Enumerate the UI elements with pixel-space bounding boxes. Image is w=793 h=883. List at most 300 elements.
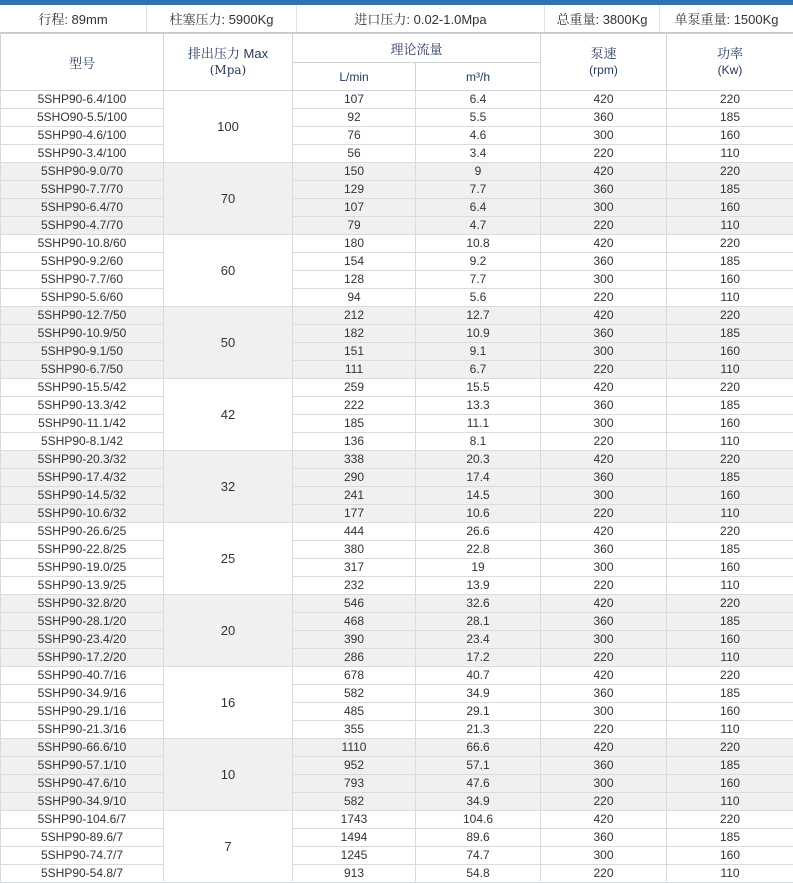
flow-lmin-cell: 128 — [293, 271, 416, 289]
model-cell: 5SHP90-89.6/7 — [1, 829, 164, 847]
table-row — [1, 559, 793, 577]
table-row — [1, 163, 793, 181]
flow-lmin-cell: 241 — [293, 487, 416, 505]
table-row — [1, 235, 793, 253]
table-row — [1, 469, 793, 487]
flow-lmin-cell: 111 — [293, 361, 416, 379]
flow-m3h-cell: 29.1 — [416, 703, 541, 721]
flow-lmin-cell: 232 — [293, 577, 416, 595]
discharge-pressure-cell: 60 — [164, 235, 293, 307]
model-cell: 5SHP90-47.6/10 — [1, 775, 164, 793]
flow-m3h-cell: 17.4 — [416, 469, 541, 487]
pump-spec-table — [0, 33, 793, 883]
model-cell: 5SHP90-22.8/25 — [1, 541, 164, 559]
pump-speed-cell: 300 — [541, 631, 667, 649]
flow-m3h-cell: 6.4 — [416, 199, 541, 217]
power-cell: 110 — [667, 577, 793, 595]
flow-m3h-cell: 6.4 — [416, 91, 541, 109]
info-total-weight — [545, 5, 660, 32]
power-cell: 160 — [667, 847, 793, 865]
model-cell: 5SHP90-104.6/7 — [1, 811, 164, 829]
pump-speed-cell: 300 — [541, 271, 667, 289]
power-cell: 185 — [667, 685, 793, 703]
flow-lmin-cell: 182 — [293, 325, 416, 343]
flow-lmin-cell: 107 — [293, 199, 416, 217]
flow-lmin-cell: 56 — [293, 145, 416, 163]
power-cell: 185 — [667, 613, 793, 631]
info-single-pump-weight — [660, 5, 793, 32]
model-cell: 5SHP90-23.4/20 — [1, 631, 164, 649]
pump-speed-cell: 220 — [541, 793, 667, 811]
pump-speed-cell: 220 — [541, 361, 667, 379]
table-row — [1, 145, 793, 163]
flow-lmin-cell: 582 — [293, 685, 416, 703]
flow-m3h-cell: 34.9 — [416, 793, 541, 811]
flow-m3h-cell: 9 — [416, 163, 541, 181]
flow-m3h-cell: 8.1 — [416, 433, 541, 451]
pump-speed-cell: 300 — [541, 343, 667, 361]
table-row — [1, 253, 793, 271]
pump-speed-cell: 220 — [541, 577, 667, 595]
flow-lmin-cell: 913 — [293, 865, 416, 883]
pump-speed-cell: 360 — [541, 469, 667, 487]
table-row — [1, 325, 793, 343]
table-row — [1, 361, 793, 379]
pump-speed-cell: 360 — [541, 181, 667, 199]
pump-speed-cell: 300 — [541, 847, 667, 865]
model-cell: 5SHP90-8.1/42 — [1, 433, 164, 451]
table-row — [1, 847, 793, 865]
power-cell: 220 — [667, 163, 793, 181]
pump-speed-cell: 360 — [541, 757, 667, 775]
power-cell: 185 — [667, 253, 793, 271]
discharge-pressure-cell: 32 — [164, 451, 293, 523]
power-cell: 185 — [667, 397, 793, 415]
model-cell: 5SHP90-5.6/60 — [1, 289, 164, 307]
flow-m3h-cell: 4.6 — [416, 127, 541, 145]
flow-m3h-cell: 40.7 — [416, 667, 541, 685]
pump-speed-cell: 220 — [541, 145, 667, 163]
flow-lmin-cell: 390 — [293, 631, 416, 649]
model-cell: 5SHP90-7.7/70 — [1, 181, 164, 199]
model-cell: 5SHP90-12.7/50 — [1, 307, 164, 325]
table-row — [1, 523, 793, 541]
flow-lmin-cell: 79 — [293, 217, 416, 235]
model-cell: 5SHP90-3.4/100 — [1, 145, 164, 163]
info-inlet-pressure-text: 进口压力: 0.02-1.0Mpa — [354, 9, 486, 28]
info-plunger-force-text: 柱塞压力: 5900Kg — [169, 9, 273, 28]
header-power-line1: 功率 — [667, 46, 793, 62]
model-cell: 5SHP90-6.4/70 — [1, 199, 164, 217]
power-cell: 220 — [667, 91, 793, 109]
pump-speed-cell: 300 — [541, 199, 667, 217]
pump-speed-cell: 220 — [541, 217, 667, 235]
table-row — [1, 811, 793, 829]
flow-lmin-cell: 1110 — [293, 739, 416, 757]
power-cell: 185 — [667, 325, 793, 343]
power-cell: 160 — [667, 487, 793, 505]
table-row — [1, 397, 793, 415]
flow-lmin-cell: 952 — [293, 757, 416, 775]
flow-m3h-cell: 23.4 — [416, 631, 541, 649]
power-cell: 160 — [667, 631, 793, 649]
power-cell: 220 — [667, 811, 793, 829]
model-cell: 5SHP90-10.6/32 — [1, 505, 164, 523]
header-model: 型号 — [1, 34, 164, 91]
flow-m3h-cell: 7.7 — [416, 181, 541, 199]
power-cell: 185 — [667, 541, 793, 559]
header-pump-speed-line1: 泵速 — [541, 46, 666, 62]
flow-lmin-cell: 546 — [293, 595, 416, 613]
flow-lmin-cell: 290 — [293, 469, 416, 487]
flow-lmin-cell: 222 — [293, 397, 416, 415]
model-cell: 5SHP90-17.2/20 — [1, 649, 164, 667]
power-cell: 220 — [667, 379, 793, 397]
flow-m3h-cell: 5.6 — [416, 289, 541, 307]
flow-lmin-cell: 678 — [293, 667, 416, 685]
power-cell: 110 — [667, 649, 793, 667]
flow-lmin-cell: 468 — [293, 613, 416, 631]
model-cell: 5SHP90-57.1/10 — [1, 757, 164, 775]
pump-speed-cell: 220 — [541, 865, 667, 883]
flow-m3h-cell: 34.9 — [416, 685, 541, 703]
flow-m3h-cell: 47.6 — [416, 775, 541, 793]
discharge-pressure-cell: 20 — [164, 595, 293, 667]
header-flow-m3h: m³/h — [416, 63, 541, 91]
flow-lmin-cell: 1494 — [293, 829, 416, 847]
table-row — [1, 829, 793, 847]
power-cell: 160 — [667, 559, 793, 577]
pump-speed-cell: 420 — [541, 667, 667, 685]
pump-speed-cell: 420 — [541, 235, 667, 253]
model-cell: 5SHP90-20.3/32 — [1, 451, 164, 469]
flow-m3h-cell: 19 — [416, 559, 541, 577]
power-cell: 220 — [667, 667, 793, 685]
flow-m3h-cell: 7.7 — [416, 271, 541, 289]
power-cell: 110 — [667, 289, 793, 307]
table-row — [1, 217, 793, 235]
power-cell: 185 — [667, 109, 793, 127]
model-cell: 5SHP90-32.8/20 — [1, 595, 164, 613]
spec-info-bar — [0, 5, 793, 33]
header-discharge-pressure-unit: (Mpa) — [164, 62, 292, 78]
table-row — [1, 199, 793, 217]
flow-m3h-cell: 89.6 — [416, 829, 541, 847]
model-cell: 5SHP90-21.3/16 — [1, 721, 164, 739]
flow-lmin-cell: 180 — [293, 235, 416, 253]
model-cell: 5SHP90-13.9/25 — [1, 577, 164, 595]
power-cell: 220 — [667, 595, 793, 613]
flow-lmin-cell: 582 — [293, 793, 416, 811]
model-cell: 5SHO90-5.5/100 — [1, 109, 164, 127]
power-cell: 110 — [667, 145, 793, 163]
power-cell: 220 — [667, 523, 793, 541]
table-row — [1, 109, 793, 127]
flow-lmin-cell: 485 — [293, 703, 416, 721]
table-row — [1, 271, 793, 289]
table-row — [1, 505, 793, 523]
flow-m3h-cell: 20.3 — [416, 451, 541, 469]
power-cell: 220 — [667, 739, 793, 757]
model-cell: 5SHP90-26.6/25 — [1, 523, 164, 541]
power-cell: 185 — [667, 181, 793, 199]
power-cell: 160 — [667, 127, 793, 145]
flow-lmin-cell: 793 — [293, 775, 416, 793]
model-cell: 5SHP90-34.9/10 — [1, 793, 164, 811]
flow-m3h-cell: 11.1 — [416, 415, 541, 433]
power-cell: 110 — [667, 361, 793, 379]
table-row — [1, 667, 793, 685]
power-cell: 160 — [667, 343, 793, 361]
model-cell: 5SHP90-10.9/50 — [1, 325, 164, 343]
flow-m3h-cell: 17.2 — [416, 649, 541, 667]
pump-speed-cell: 420 — [541, 811, 667, 829]
flow-m3h-cell: 13.3 — [416, 397, 541, 415]
power-cell: 160 — [667, 415, 793, 433]
pump-speed-cell: 220 — [541, 721, 667, 739]
pump-speed-cell: 300 — [541, 487, 667, 505]
info-stroke-text: 行程: 89mm — [38, 9, 107, 28]
pump-speed-cell: 360 — [541, 325, 667, 343]
flow-m3h-cell: 74.7 — [416, 847, 541, 865]
power-cell: 110 — [667, 217, 793, 235]
power-cell: 220 — [667, 451, 793, 469]
pump-speed-cell: 420 — [541, 523, 667, 541]
flow-lmin-cell: 107 — [293, 91, 416, 109]
flow-lmin-cell: 259 — [293, 379, 416, 397]
pump-speed-cell: 360 — [541, 829, 667, 847]
info-inlet-pressure — [297, 5, 545, 32]
power-cell: 160 — [667, 775, 793, 793]
header-flow-lmin: L/min — [293, 63, 416, 91]
header-discharge-pressure — [164, 34, 293, 91]
discharge-pressure-cell: 70 — [164, 163, 293, 235]
pump-speed-cell: 420 — [541, 163, 667, 181]
table-row — [1, 703, 793, 721]
flow-m3h-cell: 66.6 — [416, 739, 541, 757]
pump-speed-cell: 300 — [541, 775, 667, 793]
flow-m3h-cell: 15.5 — [416, 379, 541, 397]
discharge-pressure-cell: 25 — [164, 523, 293, 595]
flow-lmin-cell: 380 — [293, 541, 416, 559]
flow-m3h-cell: 5.5 — [416, 109, 541, 127]
table-row — [1, 721, 793, 739]
pump-speed-cell: 360 — [541, 253, 667, 271]
header-power — [667, 34, 793, 91]
flow-lmin-cell: 151 — [293, 343, 416, 361]
model-cell: 5SHP90-34.9/16 — [1, 685, 164, 703]
discharge-pressure-cell: 42 — [164, 379, 293, 451]
power-cell: 220 — [667, 235, 793, 253]
model-cell: 5SHP90-54.8/7 — [1, 865, 164, 883]
pump-speed-cell: 360 — [541, 397, 667, 415]
power-cell: 110 — [667, 865, 793, 883]
pump-speed-cell: 300 — [541, 415, 667, 433]
pump-speed-cell: 300 — [541, 559, 667, 577]
flow-m3h-cell: 26.6 — [416, 523, 541, 541]
discharge-pressure-cell: 7 — [164, 811, 293, 883]
model-cell: 5SHP90-40.7/16 — [1, 667, 164, 685]
flow-lmin-cell: 338 — [293, 451, 416, 469]
flow-m3h-cell: 9.2 — [416, 253, 541, 271]
model-cell: 5SHP90-17.4/32 — [1, 469, 164, 487]
header-power-unit: (Kw) — [667, 62, 793, 78]
pump-speed-cell: 300 — [541, 703, 667, 721]
table-row — [1, 433, 793, 451]
flow-lmin-cell: 212 — [293, 307, 416, 325]
power-cell: 160 — [667, 271, 793, 289]
pump-speed-cell: 420 — [541, 379, 667, 397]
discharge-pressure-cell: 100 — [164, 91, 293, 163]
model-cell: 5SHP90-9.2/60 — [1, 253, 164, 271]
flow-m3h-cell: 21.3 — [416, 721, 541, 739]
flow-lmin-cell: 150 — [293, 163, 416, 181]
model-cell: 5SHP90-13.3/42 — [1, 397, 164, 415]
pump-speed-cell: 220 — [541, 289, 667, 307]
pump-speed-cell: 360 — [541, 685, 667, 703]
model-cell: 5SHP90-28.1/20 — [1, 613, 164, 631]
model-cell: 5SHP90-66.6/10 — [1, 739, 164, 757]
model-cell: 5SHP90-4.6/100 — [1, 127, 164, 145]
discharge-pressure-cell: 50 — [164, 307, 293, 379]
pump-speed-cell: 360 — [541, 613, 667, 631]
flow-m3h-cell: 54.8 — [416, 865, 541, 883]
model-cell: 5SHP90-9.0/70 — [1, 163, 164, 181]
pump-speed-cell: 420 — [541, 307, 667, 325]
table-row — [1, 757, 793, 775]
table-row — [1, 685, 793, 703]
flow-lmin-cell: 1743 — [293, 811, 416, 829]
flow-lmin-cell: 129 — [293, 181, 416, 199]
flow-lmin-cell: 355 — [293, 721, 416, 739]
pump-speed-cell: 300 — [541, 127, 667, 145]
table-row — [1, 631, 793, 649]
flow-m3h-cell: 57.1 — [416, 757, 541, 775]
flow-m3h-cell: 14.5 — [416, 487, 541, 505]
table-row — [1, 487, 793, 505]
table-row — [1, 793, 793, 811]
table-row — [1, 451, 793, 469]
flow-lmin-cell: 154 — [293, 253, 416, 271]
flow-lmin-cell: 94 — [293, 289, 416, 307]
model-cell: 5SHP90-74.7/7 — [1, 847, 164, 865]
model-cell: 5SHP90-4.7/70 — [1, 217, 164, 235]
flow-lmin-cell: 76 — [293, 127, 416, 145]
table-row — [1, 307, 793, 325]
model-cell: 5SHP90-15.5/42 — [1, 379, 164, 397]
power-cell: 110 — [667, 433, 793, 451]
flow-lmin-cell: 444 — [293, 523, 416, 541]
table-row — [1, 91, 793, 109]
flow-lmin-cell: 286 — [293, 649, 416, 667]
flow-m3h-cell: 32.6 — [416, 595, 541, 613]
table-body — [1, 91, 793, 883]
table-row — [1, 127, 793, 145]
power-cell: 160 — [667, 199, 793, 217]
flow-m3h-cell: 4.7 — [416, 217, 541, 235]
model-cell: 5SHP90-6.7/50 — [1, 361, 164, 379]
flow-lmin-cell: 92 — [293, 109, 416, 127]
table-row — [1, 739, 793, 757]
header-discharge-pressure-line1: 排出压力 Max — [164, 46, 292, 62]
pump-speed-cell: 420 — [541, 739, 667, 757]
info-stroke — [0, 5, 147, 32]
pump-speed-cell: 360 — [541, 109, 667, 127]
power-cell: 110 — [667, 793, 793, 811]
table-row — [1, 415, 793, 433]
table-header — [1, 34, 793, 91]
discharge-pressure-cell: 10 — [164, 739, 293, 811]
flow-lmin-cell: 185 — [293, 415, 416, 433]
flow-m3h-cell: 6.7 — [416, 361, 541, 379]
model-cell: 5SHP90-6.4/100 — [1, 91, 164, 109]
header-pump-speed — [541, 34, 667, 91]
table-row — [1, 865, 793, 883]
flow-m3h-cell: 12.7 — [416, 307, 541, 325]
flow-lmin-cell: 177 — [293, 505, 416, 523]
pump-speed-cell: 420 — [541, 91, 667, 109]
flow-m3h-cell: 9.1 — [416, 343, 541, 361]
info-single-pump-weight-text: 单泵重量: 1500Kg — [674, 9, 778, 28]
model-cell: 5SHP90-7.7/60 — [1, 271, 164, 289]
header-theoretical-flow: 理论流量 — [293, 34, 541, 63]
pump-speed-cell: 360 — [541, 541, 667, 559]
table-row — [1, 379, 793, 397]
header-pump-speed-unit: (rpm) — [541, 62, 666, 78]
power-cell: 185 — [667, 757, 793, 775]
pump-speed-cell: 420 — [541, 595, 667, 613]
flow-lmin-cell: 136 — [293, 433, 416, 451]
power-cell: 185 — [667, 469, 793, 487]
flow-m3h-cell: 10.8 — [416, 235, 541, 253]
flow-m3h-cell: 28.1 — [416, 613, 541, 631]
pump-speed-cell: 220 — [541, 505, 667, 523]
flow-lmin-cell: 1245 — [293, 847, 416, 865]
model-cell: 5SHP90-19.0/25 — [1, 559, 164, 577]
power-cell: 185 — [667, 829, 793, 847]
model-cell: 5SHP90-9.1/50 — [1, 343, 164, 361]
table-row — [1, 289, 793, 307]
flow-m3h-cell: 10.6 — [416, 505, 541, 523]
table-row — [1, 181, 793, 199]
pump-speed-cell: 420 — [541, 451, 667, 469]
flow-lmin-cell: 317 — [293, 559, 416, 577]
table-row — [1, 577, 793, 595]
pump-speed-cell: 220 — [541, 433, 667, 451]
table-row — [1, 775, 793, 793]
info-total-weight-text: 总重量: 3800Kg — [556, 9, 647, 28]
flow-m3h-cell: 22.8 — [416, 541, 541, 559]
model-cell: 5SHP90-11.1/42 — [1, 415, 164, 433]
table-row — [1, 613, 793, 631]
table-row — [1, 649, 793, 667]
power-cell: 110 — [667, 721, 793, 739]
discharge-pressure-cell: 16 — [164, 667, 293, 739]
table-row — [1, 343, 793, 361]
info-plunger-force — [147, 5, 297, 32]
flow-m3h-cell: 10.9 — [416, 325, 541, 343]
power-cell: 220 — [667, 307, 793, 325]
model-cell: 5SHP90-29.1/16 — [1, 703, 164, 721]
pump-speed-cell: 220 — [541, 649, 667, 667]
power-cell: 110 — [667, 505, 793, 523]
model-cell: 5SHP90-14.5/32 — [1, 487, 164, 505]
model-cell: 5SHP90-10.8/60 — [1, 235, 164, 253]
flow-m3h-cell: 3.4 — [416, 145, 541, 163]
flow-m3h-cell: 104.6 — [416, 811, 541, 829]
table-row — [1, 595, 793, 613]
power-cell: 160 — [667, 703, 793, 721]
